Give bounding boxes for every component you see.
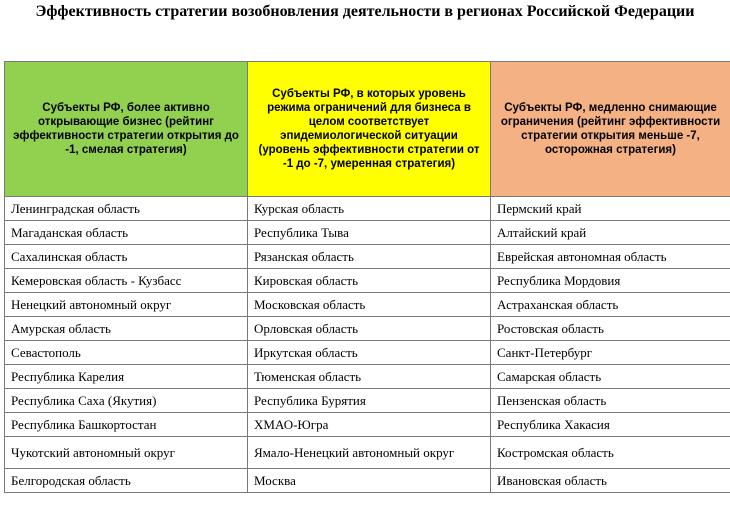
table-cell: Республика Бурятия [248,389,491,413]
table-cell: Ивановская область [491,469,730,493]
table-row [5,341,730,365]
table-cell: Кемеровская область - Кузбасс [5,269,248,293]
table-cell: Курская область [248,197,491,221]
table-cell: Сахалинская область [5,245,248,269]
table-cell: Московская область [248,293,491,317]
table-cell: Москва [248,469,491,493]
table-cell: Орловская область [248,317,491,341]
header-bold-strategy: Субъекты РФ, более активно открывающие бизнес (рейтинг эффективности стратегии открытия до -1, смелая стратегия) [5,62,248,197]
table-row [5,317,730,341]
table-cell: Санкт-Петербург [491,341,730,365]
table-row [5,221,730,245]
table-cell: Самарская область [491,365,730,389]
header-moderate-strategy: Субъекты РФ, в которых уровень режима ограничений для бизнеса в целом соответствует эпидемиологической ситуации (уровень эффективности стратегии от -1 до -7, умеренная стратегия) [248,62,491,197]
page-title: Эффективность стратегии возобновления деятельности в регионах Российской Федерации [35,3,695,20]
table-cell: Амурская область [5,317,248,341]
table-cell: Республика Хакасия [491,413,730,437]
table-cell: Республика Карелия [5,365,248,389]
table-cell: Костромская область [491,437,730,469]
table-cell: Ненецкий автономный округ [5,293,248,317]
table-cell: Пермский край [491,197,730,221]
table-cell: Ростовская область [491,317,730,341]
table-cell: Кировская область [248,269,491,293]
table-cell: Республика Саха (Якутия) [5,389,248,413]
table-cell: Республика Мордовия [491,269,730,293]
table-cell: Еврейская автономная область [491,245,730,269]
table-cell: ХМАО-Югра [248,413,491,437]
table-cell: Чукотский автономный округ [5,437,248,469]
table-header-row [5,62,730,197]
table-cell: Республика Тыва [248,221,491,245]
table-cell: Республика Башкортостан [5,413,248,437]
table-cell: Тюменская область [248,365,491,389]
table-row [5,293,730,317]
regions-table [4,61,730,493]
table-cell: Белгородская область [5,469,248,493]
table-row [5,437,730,469]
table-row [5,245,730,269]
table-row [5,197,730,221]
table-cell: Севастополь [5,341,248,365]
table-cell: Магаданская область [5,221,248,245]
header-cautious-strategy: Субъекты РФ, медленно снимающие ограничения (рейтинг эффективности стратегии открытия меньше -7, осторожная стратегия) [491,62,730,197]
table-cell: Ленинградская область [5,197,248,221]
table-row [5,413,730,437]
table-row [5,389,730,413]
table-cell: Рязанская область [248,245,491,269]
table-cell: Ямало-Ненецкий автономный округ [248,437,491,469]
table-cell: Алтайский край [491,221,730,245]
table-cell: Иркутская область [248,341,491,365]
table-row [5,365,730,389]
table-cell: Астраханская область [491,293,730,317]
table-row [5,269,730,293]
table-row [5,469,730,493]
table-cell: Пензенская область [491,389,730,413]
